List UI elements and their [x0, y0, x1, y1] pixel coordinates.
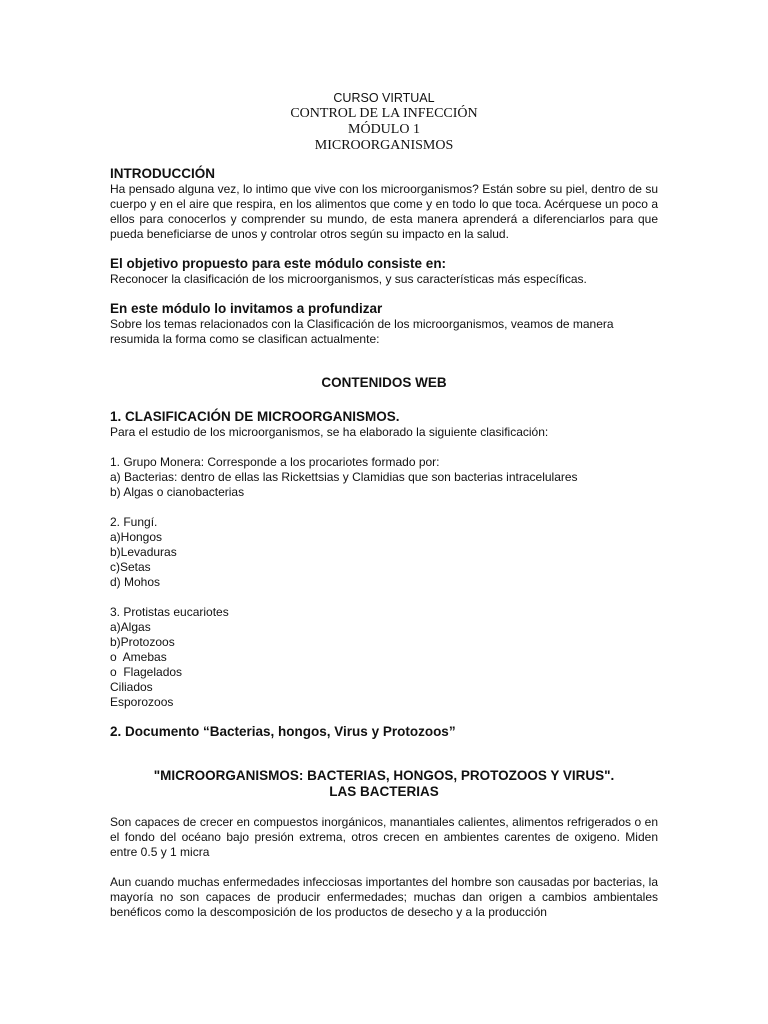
- list-item: Ciliados: [110, 680, 153, 694]
- group-monera: [110, 455, 658, 500]
- list-item: b)Levaduras: [110, 545, 177, 559]
- list-item: d) Mohos: [110, 575, 161, 589]
- list-item: a) Bacterias: dentro de ellas las Rickettsias y Clamidias que son bacterias intracelulares: [110, 470, 578, 484]
- list-item: o Amebas: [110, 650, 167, 664]
- invite-line-1: Sobre los temas relacionados con la Clasificación de los microorganismos, veamos de manera: [110, 317, 614, 331]
- objective-paragraph: Reconocer la clasificación de los microorganismos, y sus características más específicas.: [110, 272, 587, 286]
- course-label: CURSO VIRTUAL: [333, 91, 435, 105]
- contents-heading: CONTENIDOS WEB: [321, 375, 447, 390]
- course-title: CONTROL DE LA INFECCIÓN: [290, 106, 478, 121]
- list-item: o Flagelados: [110, 665, 183, 679]
- list-item: a)Algas: [110, 620, 151, 634]
- article-title: "MICROORGANISMOS: BACTERIAS, HONGOS, PROTOZOOS Y VIRUS".: [153, 768, 615, 783]
- article-paragraph-2: Aun cuando muchas enfermedades infecciosas importantes del hombre son causadas por bacterias, la mayoría no son capaces de producir enfermedades; muchas dan origen a cambios ambientales benéficos como la descomposición de los productos de desecho y a la producción: [110, 875, 658, 919]
- list-item: b)Protozoos: [110, 635, 175, 649]
- article-subtitle: LAS BACTERIAS: [329, 784, 439, 799]
- classification-intro: Para el estudio de los microorganismos, se ha elaborado la siguiente clasificación:: [110, 425, 549, 439]
- module-number: MÓDULO 1: [348, 122, 420, 137]
- objective-heading: El objetivo propuesto para este módulo consiste en:: [110, 256, 447, 271]
- group-fungi: [110, 515, 658, 590]
- title-block: [110, 90, 658, 154]
- list-item: 2. Fungí.: [110, 515, 158, 529]
- invite-line-2: resumida la forma como se clasifican actualmente:: [110, 332, 380, 346]
- list-item: a)Hongos: [110, 530, 163, 544]
- group-protistas: [110, 605, 658, 710]
- classification-heading: 1. CLASIFICACIÓN DE MICROORGANISMOS.: [110, 409, 400, 424]
- intro-paragraph: Ha pensado alguna vez, lo intimo que vive con los microorganismos? Están sobre su piel, dentro de su cuerpo y en el aire que respira, en los alimentos que come y en todo lo que toca. Acérquese un poco a ellos para conocerlos y comprender su mundo, de esta manera aprenderá a diferenciarlos para que pueda beneficiarse de unos y controlar otros según su impacto en la salud.: [110, 182, 658, 241]
- list-item: c)Setas: [110, 560, 151, 574]
- list-item: Esporozoos: [110, 695, 174, 709]
- list-item: 3. Protistas eucariotes: [110, 605, 229, 619]
- document-heading: 2. Documento “Bacterias, hongos, Virus y Protozoos”: [110, 724, 456, 739]
- list-item: 1. Grupo Monera: Corresponde a los procariotes formado por:: [110, 455, 440, 469]
- list-item: b) Algas o cianobacterias: [110, 485, 245, 499]
- article-paragraph-1: Son capaces de crecer en compuestos inorgánicos, manantiales calientes, alimentos refrigerados o en el fondo del océano bajo presión extrema, otros crecen en ambientes carentes de oxigeno. Miden entre 0.5 y 1 micra: [110, 815, 658, 859]
- invite-heading: En este módulo lo invitamos a profundizar: [110, 301, 383, 316]
- module-title: MICROORGANISMOS: [314, 138, 454, 153]
- document-body: [110, 90, 658, 920]
- intro-heading: INTRODUCCIÓN: [110, 166, 215, 181]
